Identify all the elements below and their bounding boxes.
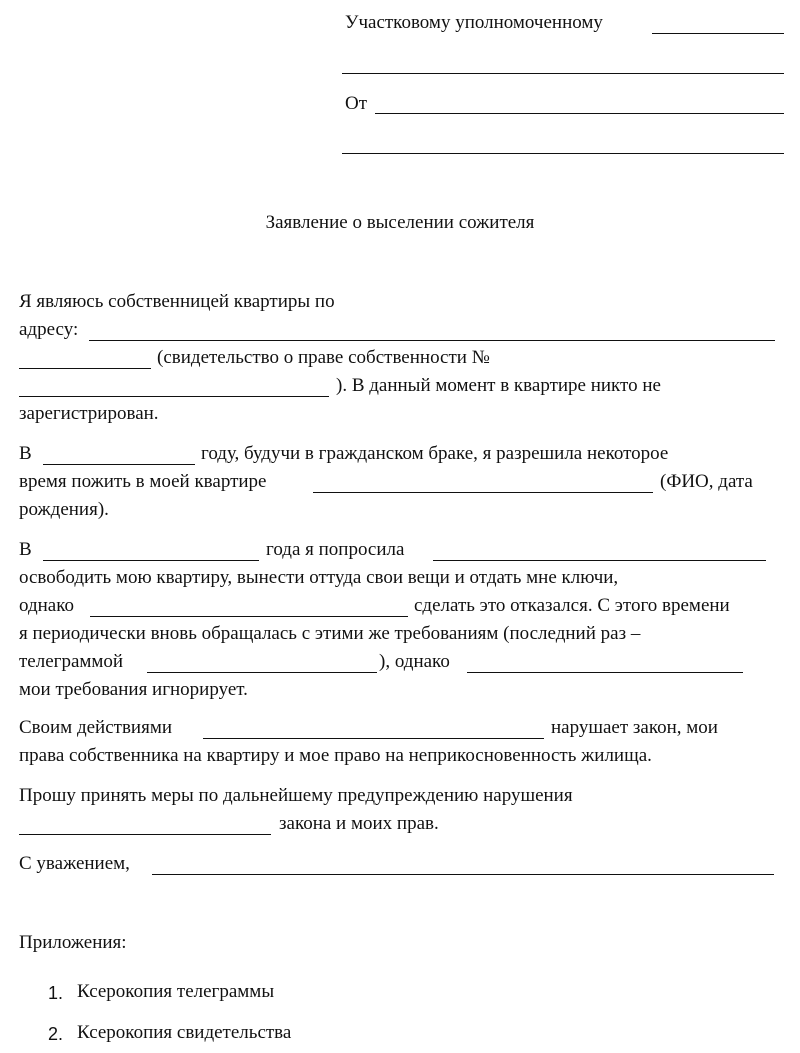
p1-line-3: (свидетельство о праве собственности № bbox=[157, 347, 490, 368]
p5-line-1: Прошу принять меры по дальнейшему предупреждению нарушения bbox=[19, 785, 573, 806]
cohabitant-name-blank[interactable] bbox=[313, 492, 653, 493]
addressee-label: Участковому уполномоченному bbox=[345, 12, 603, 33]
p3-however-label: однако bbox=[19, 595, 74, 616]
p2-fio-note: (ФИО, дата bbox=[660, 471, 753, 492]
address-blank[interactable] bbox=[89, 340, 775, 341]
p3-line-3: сделать это отказался. С этого времени bbox=[414, 595, 730, 616]
addressee-blank-line-2[interactable] bbox=[342, 73, 784, 74]
closing-label: С уважением, bbox=[19, 853, 130, 874]
p1-line-1: Я являюсь собственницей квартиры по bbox=[19, 291, 335, 312]
p1-line-4: ). В данный момент в квартире никто не bbox=[336, 375, 661, 396]
p3-telegram-label: телеграммой bbox=[19, 651, 124, 672]
date-blank[interactable] bbox=[43, 560, 259, 561]
p1-address-label: адресу: bbox=[19, 319, 79, 340]
violator-blank[interactable] bbox=[203, 738, 544, 739]
sender-label: От bbox=[345, 93, 368, 114]
p2-in-label: В bbox=[19, 443, 32, 464]
p4-line-1: Своим действиями bbox=[19, 717, 173, 738]
p3-line-1: года я попросила bbox=[266, 539, 405, 560]
signature-blank[interactable] bbox=[152, 874, 774, 875]
address-blank-2[interactable] bbox=[19, 368, 151, 369]
p1-line-5: зарегистрирован. bbox=[19, 403, 159, 424]
whom-blank[interactable] bbox=[433, 560, 766, 561]
sender-blank[interactable] bbox=[375, 113, 784, 114]
year-blank[interactable] bbox=[43, 464, 195, 465]
attachment-number: 2. bbox=[48, 1024, 64, 1044]
p5-line-2: закона и моих прав. bbox=[279, 813, 439, 834]
attachments-heading: Приложения: bbox=[19, 932, 127, 953]
p3-line-5: ), однако bbox=[379, 651, 450, 672]
p3-line-2: освободить мою квартиру, вынести оттуда свои вещи и отдать мне ключи, bbox=[19, 567, 619, 588]
addressee-blank[interactable] bbox=[652, 33, 784, 34]
attachment-item: Ксерокопия телеграммы bbox=[77, 981, 275, 1002]
ignorer-blank[interactable] bbox=[467, 672, 743, 673]
p2-line-2: время пожить в моей квартире bbox=[19, 471, 267, 492]
p3-in-label: В bbox=[19, 539, 32, 560]
attachment-item: Ксерокопия свидетельства bbox=[77, 1022, 292, 1043]
p2-line-1: году, будучи в гражданском браке, я разрешила некоторое bbox=[201, 443, 669, 464]
telegram-date-blank[interactable] bbox=[147, 672, 377, 673]
p3-line-4: я периодически вновь обращалась с этими же требованиям (последний раз – bbox=[19, 623, 641, 644]
sender-blank-line-2[interactable] bbox=[342, 153, 784, 154]
p3-line-6: мои требования игнорирует. bbox=[19, 679, 248, 700]
attachment-number: 1. bbox=[48, 983, 64, 1003]
certificate-number-blank[interactable] bbox=[19, 396, 329, 397]
refusal-blank[interactable] bbox=[90, 616, 408, 617]
p2-line-3: рождения). bbox=[19, 499, 109, 520]
against-whom-blank[interactable] bbox=[19, 834, 271, 835]
p4-line-1-end: нарушает закон, мои bbox=[551, 717, 718, 738]
document-title: Заявление о выселении сожителя bbox=[265, 212, 535, 233]
p4-line-2: права собственника на квартиру и мое право на неприкосновенность жилища. bbox=[19, 745, 652, 766]
